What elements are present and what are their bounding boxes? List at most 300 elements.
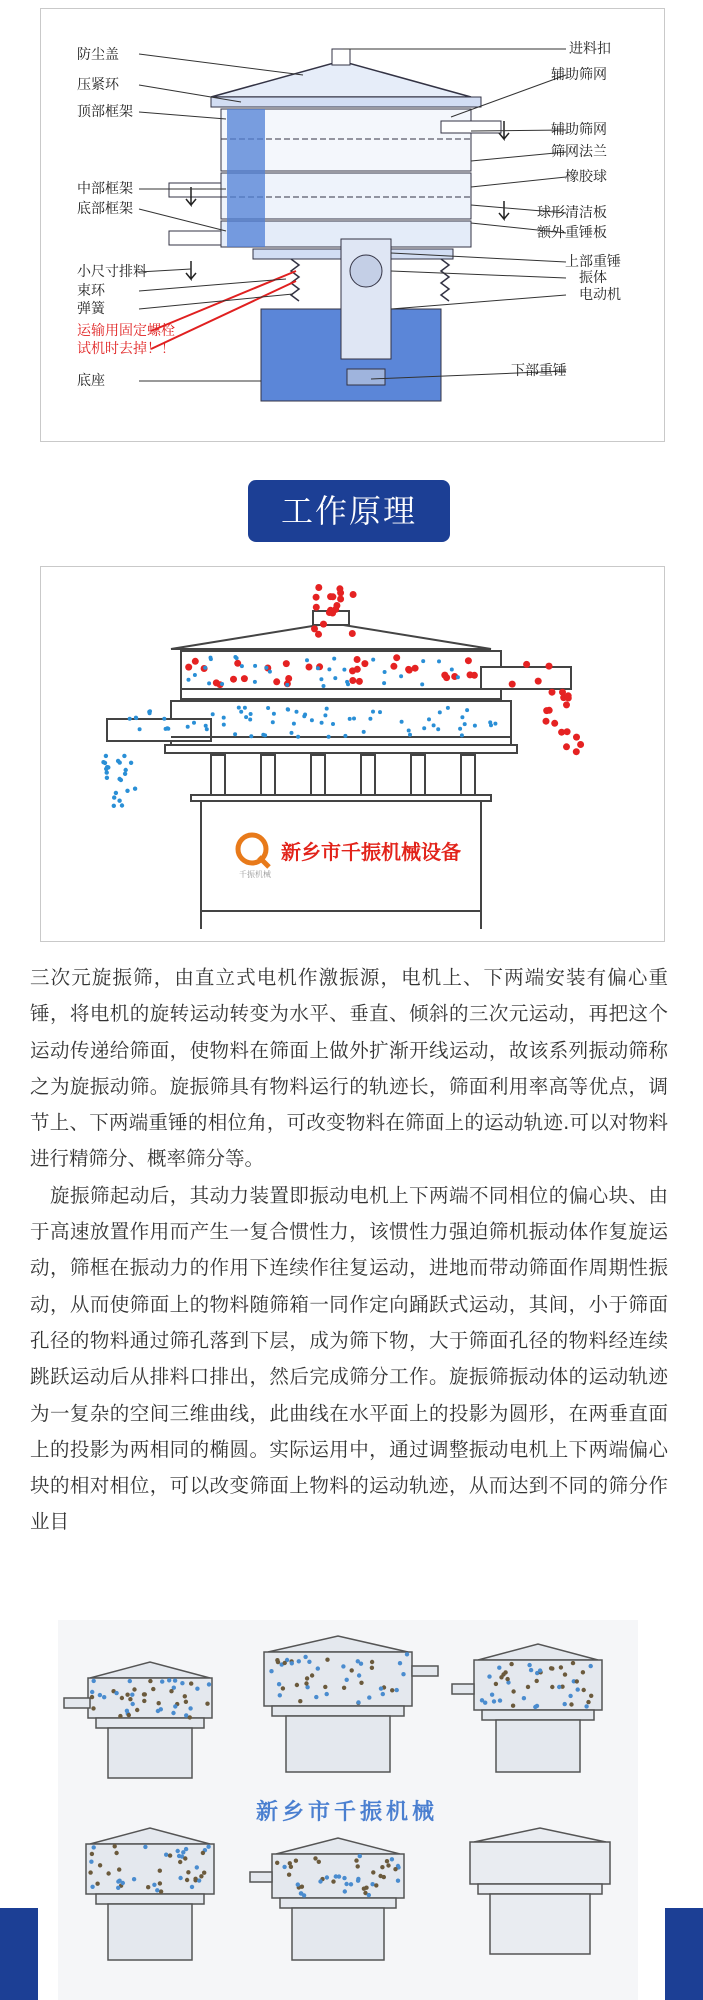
- trajectory-particle: [586, 1700, 590, 1704]
- fine-particle: [420, 682, 424, 686]
- coarse-particle: [565, 692, 572, 699]
- trajectory-particle: [183, 1856, 187, 1860]
- label-extra-weight-plate: 额外重锤板: [537, 225, 607, 241]
- trajectory-particle: [345, 1678, 349, 1682]
- trajectory-particle: [356, 1877, 360, 1881]
- trajectory-particle: [317, 1860, 321, 1864]
- fine-particle: [112, 804, 116, 808]
- label-aux-screen-2: 辅助筛网: [551, 122, 607, 138]
- fine-particle: [473, 724, 477, 728]
- trajectory-particle: [207, 1682, 211, 1686]
- fine-particle: [368, 717, 372, 721]
- trajectory-particle: [269, 1669, 273, 1673]
- label-dust-cover: 防尘盖: [77, 47, 119, 63]
- trajectory-particle: [359, 1681, 363, 1685]
- trajectory-particle: [359, 1662, 363, 1666]
- logo-subtext: 千振机械: [239, 870, 271, 879]
- coarse-particle: [327, 593, 334, 600]
- label-rubber-ball: 橡胶球: [565, 169, 607, 185]
- trajectory-particle: [282, 1865, 286, 1869]
- fine-particle: [116, 759, 120, 763]
- fine-particle: [310, 718, 314, 722]
- trajectory-particle: [490, 1693, 494, 1697]
- coarse-particle: [361, 660, 368, 667]
- trajectory-particle: [522, 1696, 526, 1700]
- fine-particle: [253, 664, 257, 668]
- coarse-particle: [337, 589, 344, 596]
- trajectory-particle: [386, 1863, 390, 1867]
- trajectory-particle: [295, 1683, 299, 1687]
- trajectory-particle: [275, 1658, 279, 1662]
- fine-particle: [186, 725, 190, 729]
- coarse-particle: [390, 663, 397, 670]
- trajectory-particle: [576, 1687, 580, 1691]
- trajectory-particle: [89, 1860, 93, 1864]
- trajectory-particle: [305, 1676, 309, 1680]
- trajectory-particle: [92, 1679, 96, 1683]
- fine-particle: [105, 776, 109, 780]
- fine-particle: [268, 670, 272, 674]
- trajectory-particle: [371, 1870, 375, 1874]
- trajectory-particle: [125, 1693, 129, 1697]
- fine-particle: [305, 658, 309, 662]
- trajectory-particle: [379, 1686, 383, 1690]
- trajectory-particle: [176, 1849, 180, 1853]
- fine-particle: [460, 715, 464, 719]
- fine-particle: [222, 716, 226, 720]
- fine-particle: [105, 770, 109, 774]
- fine-particle: [332, 657, 336, 661]
- trajectory-particle: [511, 1704, 515, 1708]
- coarse-particle: [509, 681, 516, 688]
- fine-particle: [348, 717, 352, 721]
- trajectory-particle: [538, 1668, 542, 1672]
- fine-particle: [122, 754, 126, 758]
- fine-particle: [203, 666, 207, 670]
- fine-particle: [407, 729, 411, 733]
- trajectory-particle: [164, 1853, 168, 1857]
- fine-particle: [253, 680, 257, 684]
- trajectory-particle: [316, 1666, 320, 1670]
- trajectory-particle: [314, 1695, 318, 1699]
- label-base: 底座: [77, 373, 105, 389]
- working-principle-diagram: [40, 566, 665, 942]
- fine-particle: [237, 706, 241, 710]
- coarse-particle: [443, 674, 450, 681]
- fine-particle: [207, 681, 211, 685]
- coarse-particle: [354, 666, 361, 673]
- trajectory-particle: [405, 1652, 409, 1656]
- trajectory-particle: [568, 1694, 572, 1698]
- trajectory-particle: [283, 1661, 287, 1665]
- fine-particle: [290, 731, 294, 735]
- label-screen-flange: 筛网法兰: [551, 144, 607, 160]
- fine-particle: [192, 721, 196, 725]
- coarse-particle: [185, 664, 192, 671]
- fine-particle: [458, 727, 462, 731]
- coarse-particle: [192, 658, 199, 665]
- trajectory-particle: [358, 1854, 362, 1858]
- fine-particle: [371, 658, 375, 662]
- fine-particle: [133, 787, 137, 791]
- trajectory-particle: [401, 1672, 405, 1676]
- trajectory-particle: [90, 1852, 94, 1856]
- coarse-particle: [465, 657, 472, 664]
- trajectory-particle: [168, 1853, 172, 1857]
- trajectory-particle: [287, 1873, 291, 1877]
- label-aux-screen-1: 辅助筛网: [551, 67, 607, 83]
- trajectory-particle: [341, 1664, 345, 1668]
- trajectory-particle: [589, 1694, 593, 1698]
- trajectory-particle: [323, 1685, 327, 1689]
- trajectory-particle: [303, 1655, 307, 1659]
- trajectory-particle: [199, 1874, 203, 1878]
- coarse-particle: [326, 609, 333, 616]
- label-spring: 弹簧: [77, 301, 105, 317]
- structure-diagram-drawing: [41, 9, 664, 441]
- warning-line-1: 运输用固定螺栓: [77, 323, 175, 339]
- fine-particle: [446, 706, 450, 710]
- trajectory-particle: [350, 1668, 354, 1672]
- fine-particle: [427, 717, 431, 721]
- trajectory-particle: [296, 1882, 300, 1886]
- fine-particle: [129, 761, 133, 765]
- coarse-particle: [523, 661, 530, 668]
- fine-particle: [319, 677, 323, 681]
- trajectory-particle: [205, 1702, 209, 1706]
- trajectory-particle: [167, 1678, 171, 1682]
- fine-particle: [286, 708, 290, 712]
- trajectory-particle: [557, 1685, 561, 1689]
- paragraph-1: 三次元旋振筛，由直立式电机作激振源，电机上、下两端安装有偏心重锤，将电机的旋转运动转变为水平、垂直、倾斜的三次元运动，再把这个运动传递给筛面，使物料在筛面上做外扩渐开线运动，故该系列振动筛称之为旋振动筛。旋振筛具有物料运行的轨迹长，筛面利用率高等优点，调节上、下两端重锤的相位角，可改变物料在筛面上的运动轨迹.可以对物料进行精筛分、概率筛分等。: [30, 966, 668, 1171]
- trajectory-particle: [131, 1702, 135, 1706]
- coarse-particle: [558, 729, 565, 736]
- principle-drawing: [41, 567, 664, 941]
- trajectory-particle: [151, 1687, 155, 1691]
- fine-particle: [239, 710, 243, 714]
- label-lower-weight: 下部重锤: [511, 363, 567, 379]
- fine-particle: [408, 733, 412, 737]
- trajectory-particle: [362, 1887, 366, 1891]
- fine-particle: [125, 789, 129, 793]
- coarse-particle: [573, 748, 580, 755]
- trajectory-particle: [370, 1666, 374, 1670]
- coarse-particle: [354, 656, 361, 663]
- fine-particle: [327, 667, 331, 671]
- trajectory-particle: [132, 1877, 136, 1881]
- coarse-particle: [393, 654, 400, 661]
- trajectory-particle: [313, 1856, 317, 1860]
- trajectory-particle: [569, 1702, 573, 1706]
- trajectory-particle: [325, 1658, 329, 1662]
- trajectory-particle: [156, 1709, 160, 1713]
- coarse-particle: [543, 718, 550, 725]
- fine-particle: [325, 707, 329, 711]
- trajectory-particle: [98, 1693, 102, 1697]
- trajectory-particle: [157, 1701, 161, 1705]
- trajectory-particle: [304, 1681, 308, 1685]
- trajectory-particle: [381, 1692, 385, 1696]
- trajectory-particle: [549, 1666, 553, 1670]
- fine-particle: [399, 674, 403, 678]
- label-middle-frame: 中部框架: [77, 181, 133, 197]
- fine-particle: [285, 683, 289, 687]
- machine-trajectory-image: [0, 1600, 703, 2000]
- trajectory-particle: [509, 1662, 513, 1666]
- trajectory-particle: [180, 1681, 184, 1685]
- trajectory-particle: [193, 1877, 197, 1881]
- fine-particle: [233, 732, 237, 736]
- coarse-particle: [563, 743, 570, 750]
- fine-particle: [322, 684, 326, 688]
- trajectory-particle: [505, 1677, 509, 1681]
- trajectory-particle: [498, 1698, 502, 1702]
- fine-particle: [103, 761, 107, 765]
- fine-particle: [128, 717, 132, 721]
- coarse-particle: [273, 678, 280, 685]
- trajectory-particle: [173, 1704, 177, 1708]
- fine-particle: [162, 717, 166, 721]
- trajectory-particle: [142, 1692, 146, 1696]
- trajectory-particle: [127, 1713, 131, 1717]
- trajectory-particle: [487, 1674, 491, 1678]
- trajectory-particle: [356, 1864, 360, 1868]
- trajectory-particle: [581, 1670, 585, 1674]
- coarse-particle: [313, 594, 320, 601]
- label-feed-buckle: 进料扣: [569, 41, 611, 57]
- trajectory-particle: [186, 1870, 190, 1874]
- trajectory-particle: [494, 1682, 498, 1686]
- trajectory-particle: [160, 1679, 164, 1683]
- fine-particle: [295, 710, 299, 714]
- trajectory-particle: [354, 1858, 358, 1862]
- label-ball-cleaning-plate: 球形清洁板: [537, 205, 607, 221]
- trajectory-particle: [584, 1704, 588, 1708]
- trajectory-particle: [113, 1844, 117, 1848]
- label-small-discharge: 小尺寸排料: [77, 264, 147, 280]
- fine-particle: [333, 676, 337, 680]
- fine-particle: [240, 664, 244, 668]
- trajectory-particle: [497, 1666, 501, 1670]
- fine-particle: [327, 735, 331, 739]
- fine-particle: [134, 716, 138, 720]
- fine-particle: [271, 720, 275, 724]
- trajectory-particle: [189, 1681, 193, 1685]
- fine-particle: [437, 659, 441, 663]
- trajectory-particle: [152, 1883, 156, 1887]
- fine-particle: [320, 721, 324, 725]
- trajectory-particle: [535, 1679, 539, 1683]
- trajectory-particle: [290, 1661, 294, 1665]
- trajectory-particle: [95, 1882, 99, 1886]
- trajectory-particle: [563, 1672, 567, 1676]
- machine-6: [470, 1828, 610, 1954]
- trajectory-particle: [114, 1691, 118, 1695]
- fine-particle: [117, 777, 121, 781]
- trajectory-particle: [393, 1867, 397, 1871]
- coarse-particle: [349, 630, 356, 637]
- fine-particle: [352, 717, 356, 721]
- fine-particle: [209, 657, 213, 661]
- fine-particle: [436, 727, 440, 731]
- trajectory-particle: [277, 1682, 281, 1686]
- trajectory-particle: [125, 1709, 129, 1713]
- trajectory-particle: [571, 1661, 575, 1665]
- logo-text: 新乡市千振机械设备: [281, 840, 461, 864]
- coarse-particle: [332, 606, 339, 613]
- trajectory-particle: [281, 1686, 285, 1690]
- trajectory-particle: [195, 1865, 199, 1869]
- trajectory-particle: [173, 1678, 177, 1682]
- fine-particle: [460, 733, 464, 737]
- fine-particle: [266, 706, 270, 710]
- coarse-particle: [350, 591, 357, 598]
- trajectory-particle: [302, 1893, 306, 1897]
- trajectory-particle: [171, 1711, 175, 1715]
- trajectory-particle: [527, 1663, 531, 1667]
- fine-particle: [187, 678, 191, 682]
- fine-particle: [400, 720, 404, 724]
- trajectory-particle: [367, 1893, 371, 1897]
- structure-diagram: [40, 8, 665, 442]
- trajectory-particle: [529, 1668, 533, 1672]
- trajectory-particle: [90, 1695, 94, 1699]
- trajectory-particle: [503, 1670, 507, 1674]
- trajectory-particle: [184, 1700, 188, 1704]
- label-top-frame: 顶部框架: [77, 104, 133, 120]
- fine-particle: [383, 670, 387, 674]
- fine-particle: [114, 791, 118, 795]
- trajectory-particle: [90, 1690, 94, 1694]
- trajectory-particle: [102, 1695, 106, 1699]
- trajectory-particle: [148, 1679, 152, 1683]
- fine-particle: [105, 765, 109, 769]
- trajectory-particle: [550, 1685, 554, 1689]
- trajectory-particle: [120, 1696, 124, 1700]
- coarse-particle: [349, 677, 356, 684]
- coarse-particle: [573, 734, 580, 741]
- trajectory-particle: [98, 1863, 102, 1867]
- trajectory-particle: [367, 1695, 371, 1699]
- coarse-particle: [577, 741, 584, 748]
- trajectory-particle: [202, 1871, 206, 1875]
- trajectory-particle: [356, 1700, 360, 1704]
- trajectory-particle: [155, 1888, 159, 1892]
- trajectory-particle: [128, 1679, 132, 1683]
- trajectory-particle: [117, 1867, 121, 1871]
- fine-particle: [120, 803, 124, 807]
- trajectory-particle: [325, 1875, 329, 1879]
- label-vibrator-body: 振体: [579, 270, 607, 286]
- trajectory-particle: [310, 1673, 314, 1677]
- trajectory-particle: [185, 1878, 189, 1882]
- fine-particle: [112, 795, 116, 799]
- trajectory-particle: [307, 1660, 311, 1664]
- coarse-particle: [315, 631, 322, 638]
- fine-particle: [123, 772, 127, 776]
- label-clamp-ring: 压紧环: [77, 77, 119, 93]
- coarse-particle: [306, 664, 313, 671]
- trajectory-particle: [92, 1845, 96, 1849]
- trajectory-particle: [535, 1704, 539, 1708]
- label-band-ring: 束环: [77, 283, 105, 299]
- trajectory-particle: [116, 1886, 120, 1890]
- fine-particle: [465, 708, 469, 712]
- fine-particle: [104, 754, 108, 758]
- trajectory-particle: [342, 1876, 346, 1880]
- trajectory-particle: [289, 1865, 293, 1869]
- coarse-particle: [315, 584, 322, 591]
- trajectory-particle: [114, 1851, 118, 1855]
- trajectory-particle: [91, 1706, 95, 1710]
- fine-particle: [421, 659, 425, 663]
- fine-particle: [432, 723, 436, 727]
- fine-particle: [138, 727, 142, 731]
- fine-particle: [165, 726, 169, 730]
- trajectory-particle: [135, 1708, 139, 1712]
- trajectory-particle: [146, 1885, 150, 1889]
- bottom-caption: 新乡市千振机械: [256, 1799, 439, 1825]
- trajectory-particle: [559, 1665, 563, 1669]
- trajectory-particle: [390, 1857, 394, 1861]
- trajectory-particle: [563, 1702, 567, 1706]
- coarse-particle: [549, 689, 556, 696]
- trajectory-particle: [195, 1687, 199, 1691]
- trajectory-particle: [349, 1882, 353, 1886]
- fine-particle: [243, 706, 247, 710]
- trajectory-particle: [342, 1686, 346, 1690]
- trajectory-particle: [158, 1881, 162, 1885]
- fine-particle: [382, 681, 386, 685]
- trajectory-particle: [188, 1706, 192, 1710]
- fine-particle: [244, 715, 248, 719]
- section-title: 工作原理: [248, 480, 450, 542]
- trajectory-particle: [177, 1854, 181, 1858]
- trajectory-particle: [331, 1879, 335, 1883]
- coarse-particle: [551, 720, 558, 727]
- trajectory-particle: [188, 1715, 192, 1719]
- fine-particle: [248, 718, 252, 722]
- trajectory-particle: [116, 1879, 120, 1883]
- fine-particle: [456, 675, 460, 679]
- coarse-particle: [313, 604, 320, 611]
- trajectory-particle: [158, 1869, 162, 1873]
- trajectory-particle: [344, 1882, 348, 1886]
- trajectory-particle: [294, 1859, 298, 1863]
- trajectory-particle: [143, 1845, 147, 1849]
- fine-particle: [296, 735, 300, 739]
- paragraph-2: 旋振筛起动后，其动力装置即振动电机上下两端不同相位的偏心块、由于高速放置作用而产生一复合惯性力，该惯性力强迫筛机振动体作复旋运动，筛框在振动力的作用下连续作往复运动，进地而带动筛面作周期性振动，从而使筛面上的物料随筛箱一同作定向踊跃式运动，其间，小于筛面孔径的物料通过筛孔落到下层，成为筛下物，大于筛面孔径的物料经连续跳跃运动后从排料口排出，然后完成筛分工作。旋振筛振动体的运动轨迹为一复杂的空间三维曲线，此曲线在水平面上的投影为圆形，在两垂直面上的投影为两相同的椭圆。实际运用中，通过调整振动电机上下两端偏心块的相对相位，可以改变筛面上物料的运动轨迹，从而达到不同的筛分作业目: [30, 1183, 668, 1534]
- trajectory-particle: [190, 1885, 194, 1889]
- fine-particle: [193, 673, 197, 677]
- trajectory-particle: [178, 1876, 182, 1880]
- fine-particle: [493, 722, 497, 726]
- label-bottom-frame: 底部框架: [77, 201, 133, 217]
- trajectory-particle: [298, 1699, 302, 1703]
- warning-line-2: 试机时去掉！！: [77, 341, 175, 357]
- trajectory-particle: [380, 1865, 384, 1869]
- trajectory-particle: [370, 1660, 374, 1664]
- trajectory-particle: [201, 1851, 205, 1855]
- fine-particle: [124, 768, 128, 772]
- trajectory-particle: [88, 1870, 92, 1874]
- trajectory-particle: [385, 1859, 389, 1863]
- trajectory-particle: [395, 1688, 399, 1692]
- fine-particle: [117, 799, 121, 803]
- fine-particle: [148, 709, 152, 713]
- coarse-particle: [467, 671, 474, 678]
- trajectory-particle: [118, 1714, 122, 1718]
